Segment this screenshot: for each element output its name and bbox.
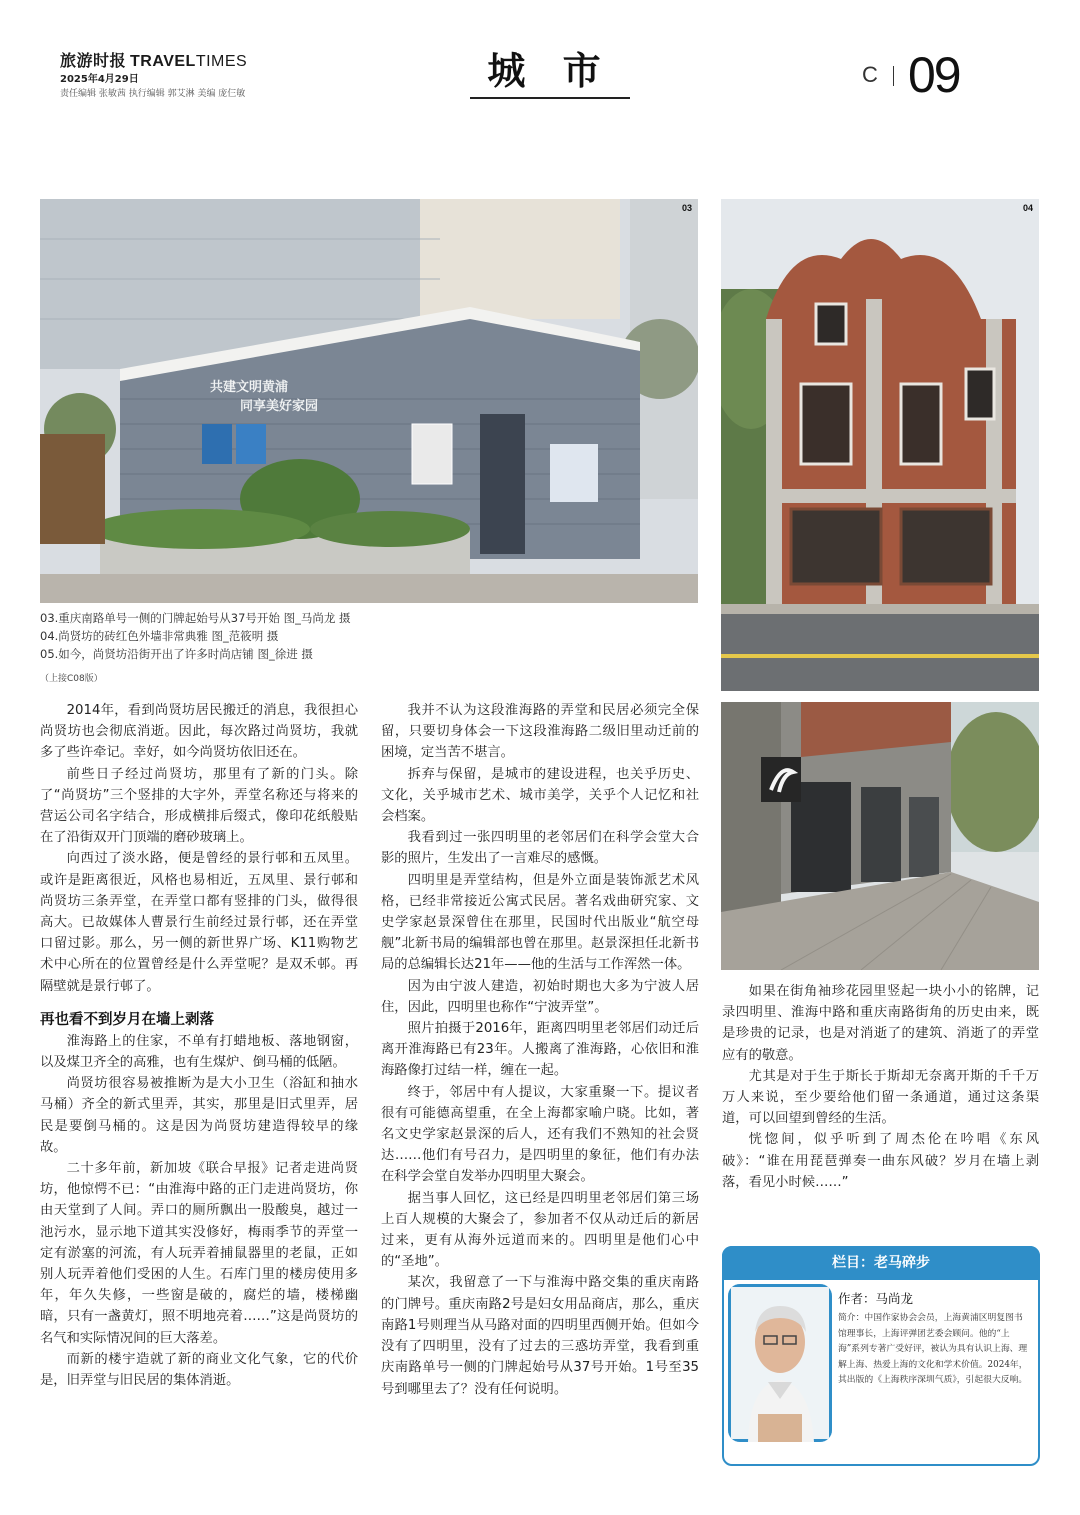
article-paragraph: 淮海路上的住家，不单有打蜡地板、落地钢窗，以及煤卫齐全的高雅，也有生煤炉、倒马桶的低陋。 [40,1033,358,1071]
author-bio: 简介：中国作家协会会员，上海黄浦区明复图书馆理事长，上海评弹团艺委会顾问。他的“上海”系列专著广受好评，被认为具有认识上海、理解上海、热爱上海的文化和学术价值。2024年，其出版的《上海秩序深圳气质》，引起很大反响。 [838,1313,1028,1385]
article-paragraph: 某次，我留意了一下与淮海中路交集的重庆南路的门牌号。重庆南路2号是妇女用品商店，那么，重庆南路1号则理当从马路对面的四明里西侧开始。但如今没有了四明里，没有了过去的三惑坊弄堂，我看到重庆南路单号一侧的门牌起始号从37号开始。1号至35号到哪里去了？没有任何说明。 [381,1275,699,1397]
author-portrait [728,1284,832,1442]
article-column-3 [722,981,1039,1193]
article-paragraph: 前些日子经过尚贤坊，那里有了新的门头。除了“尚贤坊”三个竖排的大字外，弄堂名称还与将来的营运公司名字结合，形成横排后缀式，像印花纸般贴在了沿街双开门顶端的磨砂玻璃上。 [40,766,358,846]
photo-number: 03 [681,203,692,213]
article-paragraph: 2014年，看到尚贤坊居民搬迁的消息，我很担心尚贤坊也会彻底消逝。因此，每次路过尚贤坊，我就多了些许牵记。幸好，如今尚贤坊依旧还在。 [40,703,358,761]
article-paragraph: 我看到过一张四明里的老邻居们在科学会堂大合影的照片，生发出了一言难尽的感慨。 [381,830,699,867]
brand-cn: 旅游时报 [60,51,127,70]
photo-03-illustration [40,199,698,603]
author-name: 作者：马尚龙 [838,1291,914,1306]
brand-en-light: TIMES [195,53,248,70]
article-paragraph: 向西过了淡水路，便是曾经的景行邨和五凤里。或许是距离很近，风格也易相近，五凤里、景行邨和尚贤坊三条弄堂，在弄堂口都有竖排的门头，做得很高大。已故媒体人曹景行生前经过景行邨，还在弄堂口留过影。那么，另一侧的新世界广场、K11购物艺术中心所在的位置曾经是什么弄堂呢？是双禾邨。再隔壁就是景行邨了。 [40,851,358,994]
article-paragraph: 据当事人回忆，这已经是四明里老邻居们第三场上百人规模的大聚会了，参加者不仅从动迁后的新居过来，更有从海外远道而来的。四明里是他们心中的“圣地”。 [381,1190,699,1270]
page-letter: C [862,62,878,87]
sign-line-1: 共建文明黄浦 [210,380,289,395]
article-paragraph: 照片拍摄于2016年，距离四明里老邻居们动迁后离开淮海路已有23年。人搬离了淮海路，心依旧和淮海路像打过结一样，缠在一起。 [381,1021,699,1079]
article-column-2 [381,700,699,1400]
article-paragraph: 恍惚间，似乎听到了周杰伦在吟唱《东风破》：“谁在用琵琶弹奏一曲东风破？岁月在墙上剥落，看见小时候……” [722,1132,1039,1190]
section-underline [470,97,630,99]
photo-03-alley-entrance [40,199,698,603]
article-paragraph: 终于，邻居中有人提议，大家重聚一下。提议者很有可能德高望重，在全上海都家喻户晓。比如，著名文史学家赵景深的后人，还有我们不熟知的社会贤达……他们有号召力，是四明里的象征，他们有办法在科学会堂自发举办四明里大聚会。 [381,1084,699,1185]
photo-04-red-brick-building [721,199,1039,691]
photo-caption-03: 03.重庆南路单号一侧的门牌起始号从37号开始 图_马尚龙 摄 [40,611,351,625]
continued-note: （上接C08版） [40,674,103,684]
article-paragraph: 二十多年前，新加坡《联合早报》记者走进尚贤坊，他惊愕不已：“由淮海中路的正门走进尚贤坊，你由天堂到了人间。弄口的厕所飘出一股酸臭，越过一池污水，显示地下道其实没修好，梅雨季节的弄堂一定有淤塞的河流，有人玩弄着捕鼠器里的老鼠，正如别人玩弄着他们受困的人生。石库门里的楼房使用多年，年久失修，一些窗是破的，腐烂的墙，楼梯幽暗，只有一盏黄灯，照不明地亮着……”这是尚贤坊的名气和实际情况间的巨大落差。 [40,1161,358,1346]
brand-en-bold: TRAVEL [130,53,196,70]
sign-line-2: 同享美好家园 [240,399,319,414]
article-paragraph: 因为由宁波人建造，初始时期也大多为宁波人居住，因此，四明里也称作“宁波弄堂”。 [381,978,699,1015]
article-column-1 [40,700,358,1391]
page-number: 09 [908,47,960,103]
article-paragraph: 四明里是弄堂结构，但是外立面是装饰派艺术风格，已经非常接近公寓式民居。著名戏曲研究家、文史学家赵景深曾住在那里，民国时代出版业“航空母舰”北新书局的编辑部也曾在那里。赵景深担任北新书局的总编辑长达21年——他的生活与工作浑然一体。 [381,872,699,973]
section-title: 城 市 [487,48,613,93]
photo-caption-04: 04.尚贤坊的砖红色外墙非常典雅 图_范筱明 摄 [40,629,279,643]
photo-05-storefront-street [721,702,1039,970]
editors-line: 责任编辑 张敏茜 执行编辑 郭艾淋 美编 庞仨敏 [60,89,246,99]
author-avatar [728,1284,832,1442]
photo-caption-05: 05.如今，尚贤坊沿街开出了许多时尚店铺 图_徐进 摄 [40,647,313,661]
article-paragraph: 如果在街角袖珍花园里竖起一块小小的铭牌，记录四明里、淮海中路和重庆南路街角的历史由来，既是珍贵的记录，也是对消逝了的建筑、消逝了的弄堂应有的敬意。 [722,984,1039,1063]
newspaper-brand [60,48,247,71]
photo-04-illustration [721,199,1039,691]
photo-05-illustration [721,702,1039,970]
subheading: 再也看不到岁月在墙上剥落 [40,1011,214,1028]
article-paragraph: 尚贤坊很容易被推断为是大小卫生（浴缸和抽水马桶）齐全的新式里弄，其实，那里是旧式里弄，居民是要倒马桶的。这是因为尚贤坊建造得较早的缘故。 [40,1076,358,1155]
article-paragraph: 我并不认为这段淮海路的弄堂和民居必须完全保留，只要切身体会一下这段淮海路二级旧里动迁前的困境，定当苦不堪言。 [381,703,699,761]
article-paragraph: 而新的楼宇造就了新的商业文化气象，它的代价是，旧弄堂与旧民居的集体消逝。 [40,1351,358,1389]
article-paragraph: 拆弃与保留，是城市的建设进程，也关乎历史、文化，关乎城市艺术、城市美学，关乎个人记忆和社会档案。 [381,766,699,825]
photo-number: 04 [1022,203,1033,213]
column-title: 栏目：老马碎步 [832,1255,930,1271]
page-separator [893,66,894,86]
article-paragraph: 尤其是对于生于斯长于斯却无奈离开斯的千千万万人来说，至少要给他们留一条通道，通过这条渠道，可以回望到曾经的生活。 [722,1068,1039,1127]
issue-date: 2025年4月29日 [60,74,139,85]
